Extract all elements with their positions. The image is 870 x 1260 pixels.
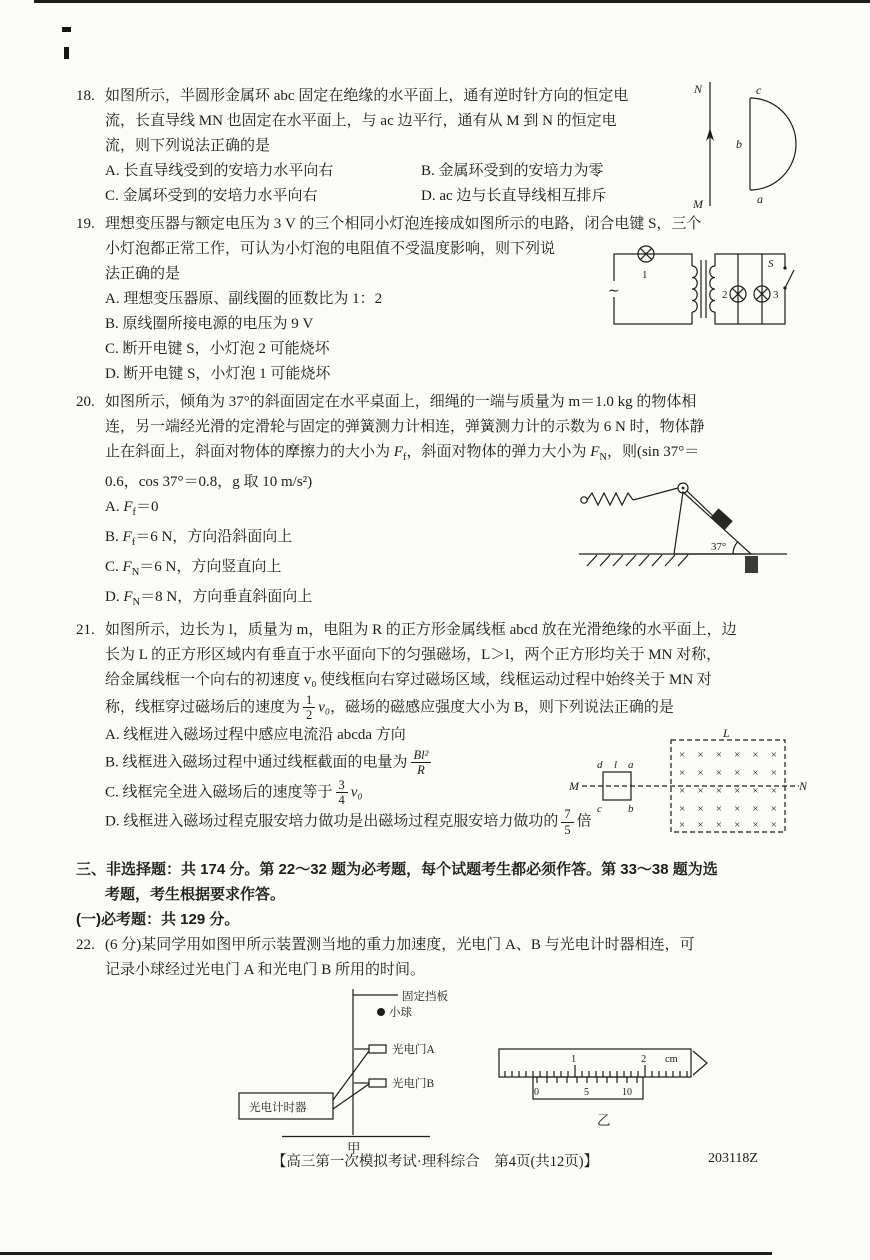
field-cross-row: × × × × × × [679, 749, 777, 761]
subscript: N [132, 597, 141, 608]
label-side-l: l [614, 759, 618, 771]
scan-edge-top [34, 0, 870, 3]
primary-loop [614, 254, 692, 324]
string-to-pulley [633, 488, 678, 500]
q18-option-b: B. 金属环受到的安培力为零 [421, 163, 604, 179]
figure-caption-yi: 乙 [597, 1113, 611, 1128]
text-run: ＝6 N，方向沿斜面向上 [135, 529, 293, 545]
ball-icon [377, 1008, 385, 1016]
label-timer: 光电计时器 [249, 1102, 307, 1114]
text-run: ，则(sin 37°＝ [606, 444, 700, 460]
label-lamp-2: 2 [722, 289, 728, 301]
field-cross-row: × × × × × × [679, 803, 777, 815]
main-scale-label-2: 2 [641, 1054, 647, 1065]
scan-artifact [62, 27, 71, 32]
text-run: B. [105, 529, 123, 545]
section-3-required-subheading: (一)必考题：共 129 分。 [76, 911, 240, 928]
fraction-seven-fifths: $\frac{7}{5}$ [561, 807, 573, 837]
q22-figure-yi-caliper [497, 1039, 715, 1140]
switch-terminal [783, 286, 786, 289]
text-run: B. 线框进入磁场过程中通过线框截面的电量为 [105, 754, 408, 771]
q20-stem-line-3 [105, 440, 800, 470]
main-scale-unit-cm: cm [665, 1054, 678, 1065]
label-b: b [628, 803, 634, 815]
q18-option-d: D. ac 边与长直导线相互排斥 [421, 188, 607, 204]
q19-stem-line-3: 法正确的是 [105, 266, 181, 282]
label-N: N [694, 82, 703, 96]
spring-scale-coil [587, 493, 633, 505]
string-on-slope [687, 491, 713, 516]
q22-caliper-svg [497, 1039, 715, 1131]
label-fixed-baffle: 固定挡板 [402, 991, 448, 1003]
q19-stem-line-1: 理想变压器与额定电压为 3 V 的三个相同小灯泡连接成如图所示的电路，闭合电键 S，三个 [105, 216, 702, 232]
vernier-label-5: 5 [584, 1087, 589, 1098]
subscript: f [131, 537, 136, 548]
text-run: 止在斜面上，斜面对物体的摩擦力的大小为 [105, 444, 394, 460]
label-ball: 小球 [389, 1007, 412, 1019]
section-3-line-2: 考题，考生根据要求作答。 [105, 886, 286, 903]
var-F: F [590, 444, 600, 460]
q18-figure-svg [690, 78, 798, 210]
footer-exam-title: 【高三第一次模拟考试·理科综合 第4页(共12页)】 [271, 1154, 599, 1170]
text-run: C. 线框完全进入磁场后的速度等于 [105, 783, 333, 800]
spring-ring [581, 497, 587, 503]
q21-stem-line-1: 如图所示，边长为 l，质量为 m，电阻为 R 的正方形金属线框 abcd 放在光滑绝缘的水平面上，边 [105, 622, 737, 638]
text-run: ＝6 N，方向竖直向上 [139, 559, 282, 575]
label-side-L: L [723, 728, 730, 740]
var-F: F [393, 444, 403, 460]
var-F: F [123, 499, 133, 515]
q19-option-d: D. 断开电键 S，小灯泡 1 可能烧坏 [105, 366, 331, 382]
var-v0: v₀ [318, 699, 331, 716]
q18-option-a: A. 长直导线受到的安培力水平向右 [105, 163, 334, 179]
text-run: A. [105, 499, 124, 515]
q20-incline-svg [577, 476, 792, 578]
q19-option-c: C. 断开电键 S，小灯泡 2 可能烧坏 [105, 341, 330, 357]
vernier-label-10: 10 [622, 1087, 632, 1098]
var-F: F [123, 589, 133, 605]
q21-stem-line-2: 长为 L 的正方形区域内有垂直于水平面向下的匀强磁场，L＞l，两个正方形均关于 MN 对称， [105, 647, 722, 663]
fraction-one-half: $\frac{1}{2}$ [303, 693, 315, 723]
question-19 [76, 212, 800, 387]
photogate-b-icon [369, 1079, 386, 1087]
label-photogate-b: 光电门B [392, 1078, 435, 1090]
figure-caption-jia: 甲 [347, 1141, 361, 1155]
photogate-a-icon [369, 1045, 386, 1053]
q19-option-b: B. 原线圈所接电源的电压为 9 V [105, 316, 314, 332]
q21-field-svg [569, 728, 807, 838]
q20-figure [577, 476, 792, 587]
label-a: a [757, 192, 763, 206]
q21-option-a: A. 线框进入磁场过程中感应电流沿 abcda 方向 [105, 726, 406, 743]
main-scale-label-1: 1 [571, 1054, 577, 1065]
q19-figure [606, 238, 798, 345]
field-cross-row: × × × × × × [679, 785, 777, 797]
label-a: a [628, 759, 634, 771]
q21-stem-line-4 [105, 693, 800, 723]
question-20-number: 20. [76, 394, 95, 410]
text-run: ＝8 N，方向垂直斜面向上 [140, 589, 313, 605]
text-run: ，斜面对物体的弹力大小为 [406, 444, 591, 460]
vernier-ticks [537, 1077, 637, 1083]
q19-circuit-svg [606, 238, 798, 336]
semicircular-ring-arc [750, 98, 796, 190]
scan-edge-bottom [0, 1252, 772, 1255]
question-20 [76, 390, 800, 615]
q19-stem-line-2: 小灯泡都正常工作，可认为小灯泡的电阻值不受温度影响，则下列说 [105, 241, 556, 257]
q21-stem-line-3: 给金属线框一个向右的初速度 v₀ 使线框向右穿过磁场区域，线框运动过程中始终关于 MN 对 [105, 672, 712, 688]
q22-stem-line-1: (6 分)某同学用如图甲所示装置测当地的重力加速度，光电门 A、B 与光电计时器相连，可 [105, 937, 695, 953]
label-lamp-1: 1 [642, 269, 648, 281]
q20-stem-line-1: 如图所示，倾角为 37°的斜面固定在水平桌面上，细绳的一端与质量为 m＝1.0 kg 的物体相 [105, 394, 697, 410]
q18-stem-line-2: 流，长直导线 MN 也固定在水平面上，与 ac 边平行，通有从 M 到 N 的恒定电 [105, 113, 617, 129]
subscript: f [132, 507, 137, 518]
var-F: F [122, 559, 132, 575]
q19-option-a: A. 理想变压器原、副线圈的匝数比为 1：2 [105, 291, 383, 307]
subscript-f: f [402, 452, 407, 463]
question-22 [76, 933, 800, 1155]
question-18-number: 18. [76, 88, 95, 104]
text-run: C. [105, 559, 123, 575]
wire-to-gate-a [333, 1051, 369, 1100]
caliper-main-scale [499, 1049, 691, 1077]
text-run: ＝0 [136, 499, 159, 515]
var-v0: v₀ [350, 783, 363, 800]
q22-figure-area [105, 983, 800, 1155]
text-run: D. [105, 589, 124, 605]
q22-apparatus-svg [235, 983, 485, 1155]
q22-figure-jia-apparatus [235, 983, 485, 1164]
label-c: c [756, 83, 762, 97]
question-22-number: 22. [76, 937, 95, 953]
pulley-axle [682, 487, 685, 490]
q22-stem-line-2: 记录小球经过光电门 A 和光电门 B 所用的时间。 [105, 962, 426, 978]
subscript-N: N [599, 452, 607, 463]
label-photogate-a: 光电门A [392, 1044, 435, 1056]
field-cross-row: × × × × × × [679, 819, 777, 831]
main-scale-minor-ticks [505, 1071, 687, 1077]
text-run: 称，线框穿过磁场后的速度为 [105, 699, 301, 716]
q18-figure [690, 78, 798, 219]
q18-option-c: C. 金属环受到的安培力水平向右 [105, 188, 318, 204]
label-c: c [597, 803, 602, 815]
q18-stem-line-3: 流，则下列说法正确的是 [105, 138, 271, 154]
label-b: b [736, 137, 742, 151]
var-F: F [122, 529, 132, 545]
q18-stem-line-1: 如图所示，半圆形金属环 abc 固定在绝缘的水平面上，通有逆时针方向的恒定电 [105, 88, 629, 104]
q20-stem-line-2: 连，另一端经光滑的定滑轮与固定的弹簧测力计相连，弹簧测力计的示数为 6 N 时，物体静 [105, 419, 705, 435]
field-cross-row: × × × × × × [679, 767, 777, 779]
scan-artifact [64, 47, 69, 59]
label-angle-37: 37° [711, 541, 727, 553]
ac-source-symbol: ∼ [608, 284, 620, 299]
label-switch-S: S [768, 258, 774, 270]
page-content [76, 82, 807, 1158]
text-run: D. 线框进入磁场过程克服安培力做功是出磁场过程克服安培力做功的 [105, 813, 559, 830]
wire-to-gate-b [333, 1084, 369, 1109]
ground-hatching [587, 555, 688, 566]
question-21 [76, 618, 807, 837]
vernier-label-0: 0 [534, 1087, 539, 1098]
text-run: ，磁场的磁感应强度大小为 B，则下列说法正确的是 [330, 699, 674, 716]
question-21-number: 21. [76, 622, 95, 638]
section-3-heading [76, 857, 800, 932]
label-N: N [799, 779, 807, 793]
switch-gap [781, 269, 790, 287]
label-M: M [693, 197, 703, 210]
label-M: M [569, 779, 579, 793]
label-d: d [597, 759, 603, 771]
q20-stem-line-4: 0.6，cos 37°＝0.8，g 取 10 m/s²) [105, 474, 313, 490]
q21-figure [569, 728, 807, 847]
page-footer [0, 1150, 870, 1171]
label-lamp-3: 3 [773, 289, 779, 301]
footer-paper-code: 203118Z [707, 1151, 758, 1166]
question-18 [76, 84, 800, 209]
block-on-incline [711, 508, 733, 530]
question-19-number: 19. [76, 216, 95, 232]
fraction-Bl2-over-R: $\frac{\text{Bl²}}{R}$ [411, 748, 432, 778]
text-run: 倍 [576, 813, 592, 830]
q20-option-d [105, 585, 800, 615]
subscript: N [131, 567, 140, 578]
section-3-line-1: 三、非选择题：共 174 分。第 22～32 题为必考题，每个试题考生都必须作答。第 33～38 题为选 [76, 861, 718, 878]
caliper-arrow-end [693, 1051, 707, 1075]
angle-arc [733, 542, 738, 554]
table-leg [745, 556, 758, 573]
fraction-three-quarters: $\frac{3}{4}$ [336, 778, 348, 808]
switch-terminal [783, 266, 786, 269]
